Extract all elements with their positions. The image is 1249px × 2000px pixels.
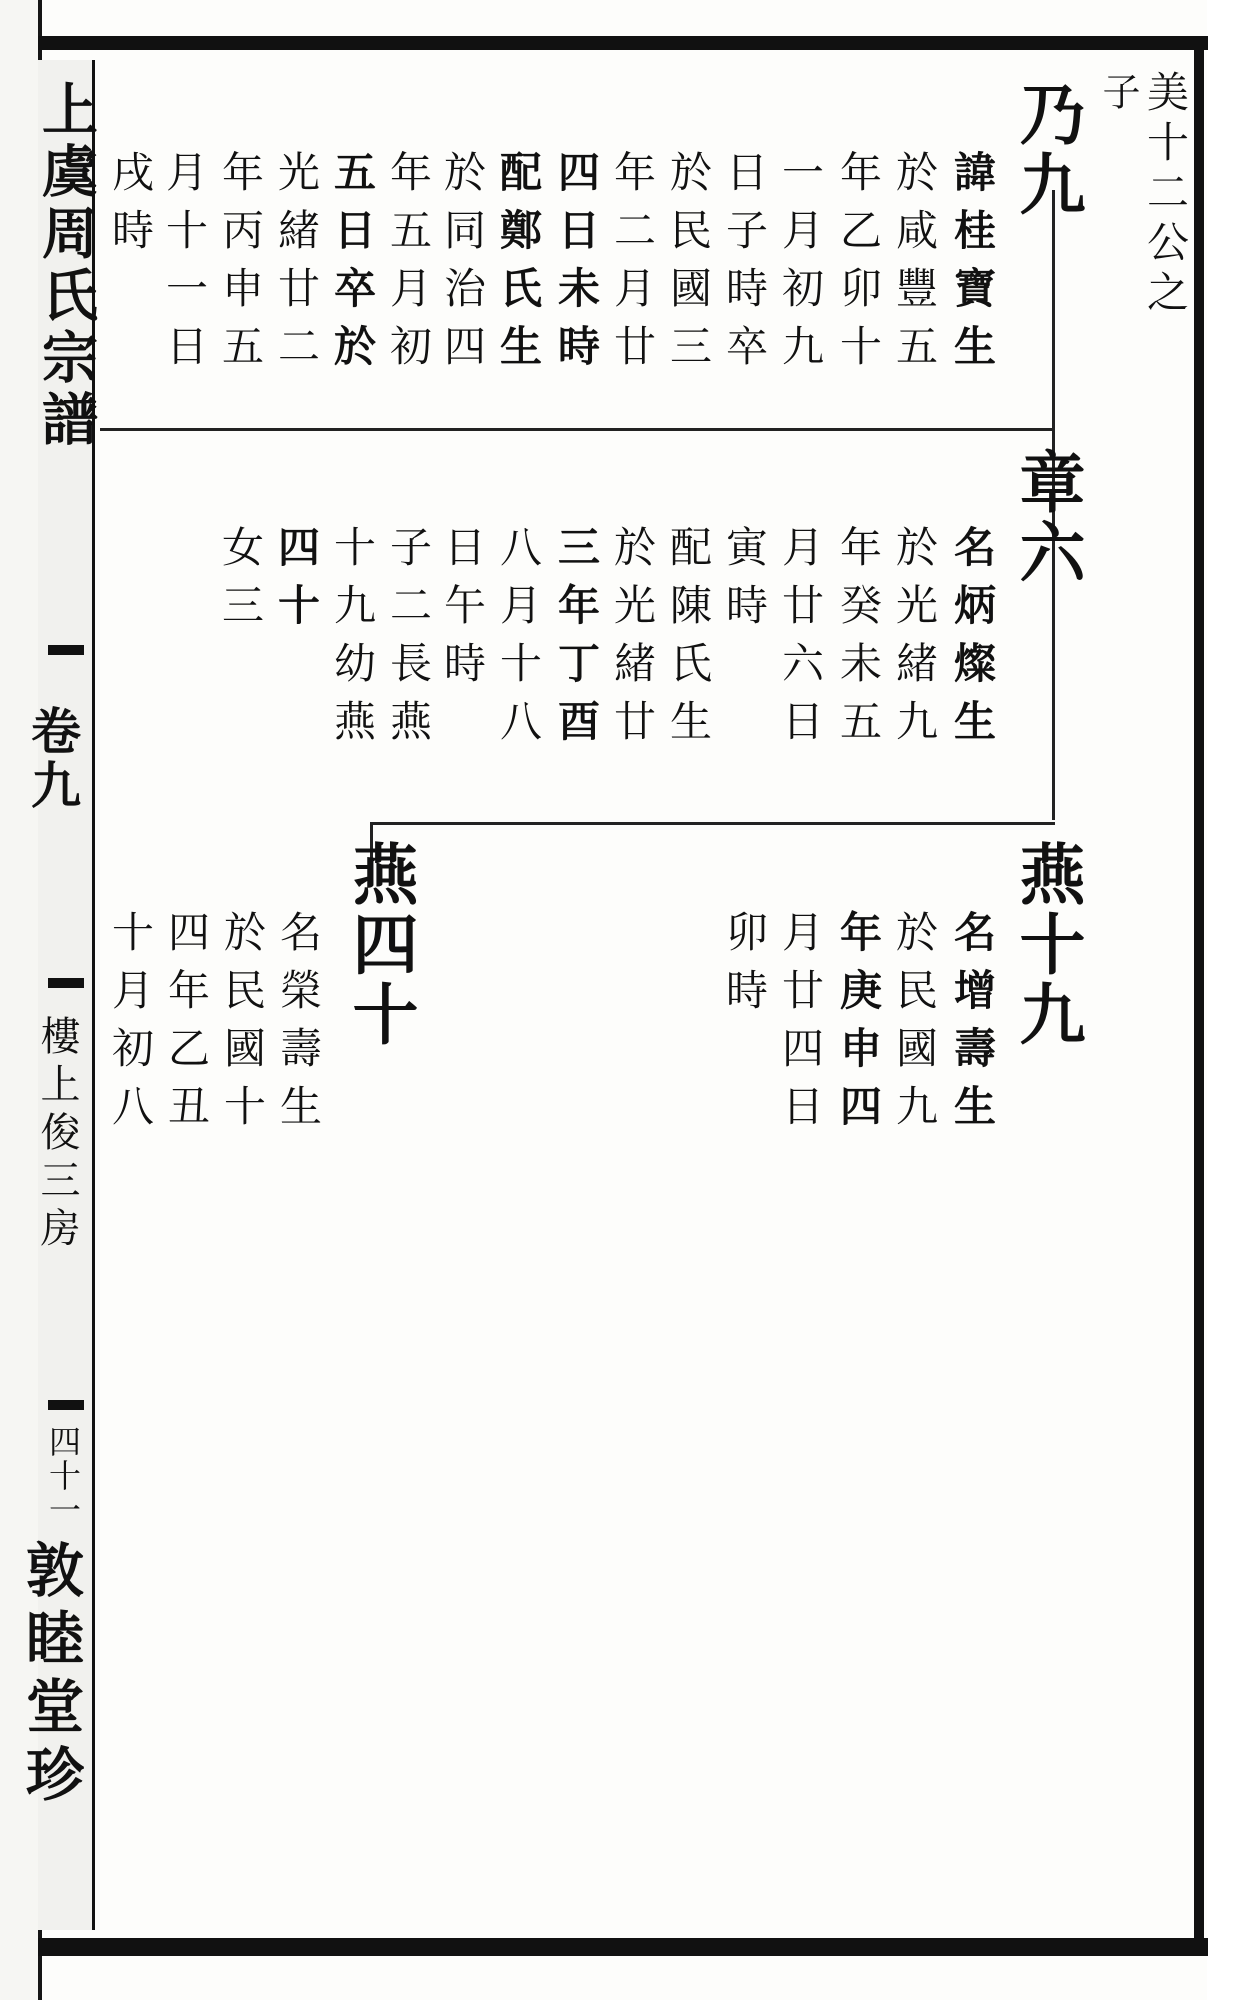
entry-line: 子二長燕: [384, 525, 433, 757]
entry-line: 於同治四: [438, 150, 487, 382]
entry-line: 戌時: [106, 150, 155, 266]
entry-line: 八月十八: [494, 525, 543, 757]
lineage-header-suffix: 子: [1096, 72, 1140, 110]
entry-line: 於咸豐五: [890, 150, 939, 382]
entry-line: 四日未時: [552, 150, 601, 382]
entry-line: 於民國三: [664, 150, 713, 382]
entry-line: 月廿四日: [776, 910, 825, 1142]
entry-line: 於民國十: [218, 910, 267, 1142]
person-name-naijiu: 乃九: [1008, 80, 1086, 220]
entry-line: 名增壽生: [948, 910, 997, 1142]
frame-right-border: [1194, 36, 1204, 1956]
entry-line: 年丙申五: [216, 150, 265, 382]
spine-fishtail-mark: [48, 645, 84, 655]
page-right-edge: [1207, 0, 1249, 2000]
spine-divider-2: [48, 1400, 84, 1410]
entry-line: 年乙卯十: [834, 150, 883, 382]
entry-line: 三年丁酉: [552, 525, 601, 757]
entry-line: 月廿六日: [776, 525, 825, 757]
entry-line: 寅時: [720, 525, 769, 641]
entry-line: 於光緒廿: [608, 525, 657, 757]
entry-line: 於民國九: [890, 910, 939, 1142]
entry-line: 配陳氏生: [664, 525, 713, 757]
entry-line: 名榮壽生: [274, 910, 323, 1142]
entry-line: 十月初八: [106, 910, 155, 1142]
entry-line: 卯時: [720, 910, 769, 1026]
volume-label: 卷九: [23, 705, 82, 813]
entry-line: 女三: [216, 525, 265, 641]
book-title: 上虞周氏宗譜: [33, 80, 99, 452]
page-number: 四十一: [44, 1425, 82, 1527]
frame-bottom-border: [38, 1938, 1208, 1956]
person-name-yansishi: 燕四十: [341, 840, 419, 1050]
generation-separator-2: [370, 822, 1055, 825]
entry-line: 光緒廿二: [272, 150, 321, 382]
spine-divider: [48, 978, 84, 988]
entry-line: 四十: [272, 525, 321, 641]
entry-line: 年庚申四: [834, 910, 883, 1142]
branch-label: 樓上俊三房: [34, 1015, 80, 1255]
person-name-zhangliu: 章六: [1008, 448, 1086, 588]
entry-line: 月十一日: [160, 150, 209, 382]
margin-spine: [16, 60, 99, 1930]
entry-line: 諱桂寶生: [948, 150, 997, 382]
entry-line: 年五月初: [384, 150, 433, 382]
entry-line: 四年乙丑: [162, 910, 211, 1142]
generation-separator-1: [100, 428, 1055, 431]
lineage-header: 美十二公之: [1141, 70, 1190, 320]
entry-line: 配鄭氏生: [494, 150, 543, 382]
hall-name: 敦睦堂珍: [16, 1540, 84, 1812]
entry-line: 名炳燦生: [948, 525, 997, 757]
entry-line: 日午時: [438, 525, 487, 699]
entry-line: 年癸未五: [834, 525, 883, 757]
entry-line: 於光緒九: [890, 525, 939, 757]
entry-line: 十九幼燕: [328, 525, 377, 757]
entry-line: 日子時卒: [720, 150, 769, 382]
entry-line: 年二月廿: [608, 150, 657, 382]
person-name-yanshijiu: 燕十九: [1008, 840, 1086, 1050]
entry-line: 五日卒於: [328, 150, 377, 382]
entry-line: 一月初九: [776, 150, 825, 382]
frame-top-border: [38, 36, 1208, 50]
